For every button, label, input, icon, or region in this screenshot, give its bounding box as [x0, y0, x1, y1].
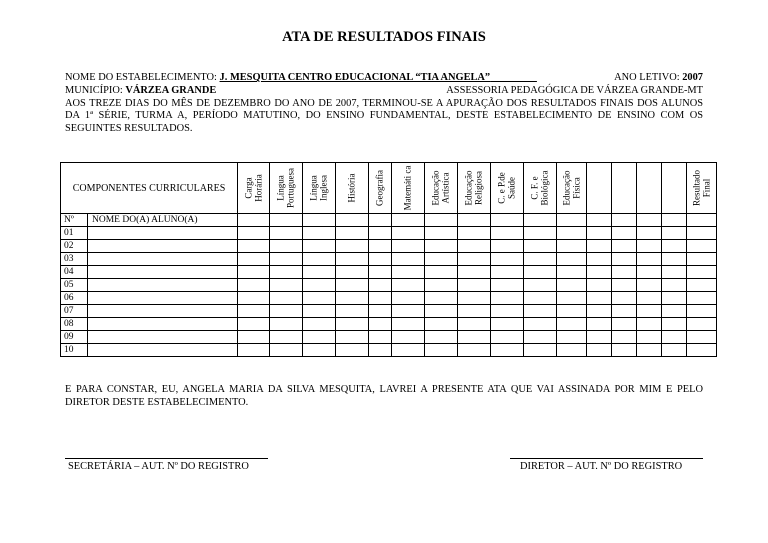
grade-cell	[392, 305, 425, 318]
grade-cell	[425, 240, 458, 253]
school-year-value: 2007	[682, 72, 703, 83]
grade-cell	[612, 266, 637, 279]
grade-cell	[612, 279, 637, 292]
student-name-cell	[88, 331, 238, 344]
grade-cell	[557, 214, 587, 227]
subject-label: C. F. e Biológica	[529, 170, 549, 206]
subject-label: Matemáti ca	[402, 165, 413, 211]
secretary-signature-line	[65, 458, 268, 459]
grade-cell	[587, 266, 612, 279]
grade-cell	[557, 253, 587, 266]
grade-cell	[392, 227, 425, 240]
student-name-header: NOME DO(A) ALUNO(A)	[88, 214, 238, 227]
grade-cell	[524, 292, 557, 305]
grade-cell	[662, 214, 687, 227]
grade-cell	[557, 292, 587, 305]
grade-cell	[270, 318, 303, 331]
grade-cell	[524, 331, 557, 344]
table-row	[61, 344, 717, 357]
grade-cell	[458, 344, 491, 357]
grade-cell	[425, 344, 458, 357]
grade-cell	[392, 344, 425, 357]
student-name-cell	[88, 318, 238, 331]
grade-cell	[491, 331, 524, 344]
grade-cell	[303, 318, 336, 331]
municipality-line	[65, 85, 703, 98]
subject-label: Língua Portuguesa	[275, 168, 295, 208]
student-name-cell	[88, 292, 238, 305]
grade-cell	[336, 344, 369, 357]
grade-cell	[557, 305, 587, 318]
components-label: COMPONENTES CURRICULARES	[61, 163, 238, 214]
grade-cell	[612, 318, 637, 331]
row-number: 07	[61, 305, 88, 318]
subjects-header-row	[61, 163, 717, 214]
grade-cell	[458, 253, 491, 266]
grade-cell	[557, 331, 587, 344]
grade-cell	[336, 240, 369, 253]
grade-cell	[369, 292, 392, 305]
grade-cell	[425, 266, 458, 279]
grade-cell	[238, 331, 270, 344]
grade-cell	[238, 266, 270, 279]
subject-header	[458, 163, 491, 214]
municipality-label: MUNICÍPIO:	[65, 84, 126, 96]
grade-cell	[587, 227, 612, 240]
grade-cell	[612, 344, 637, 357]
grade-cell	[687, 253, 717, 266]
subject-label: Carga Horária	[243, 174, 263, 202]
establishment-underline-fill	[490, 72, 537, 83]
grade-cell	[687, 279, 717, 292]
row-number: 05	[61, 279, 88, 292]
grade-cell	[662, 318, 687, 331]
grade-cell	[238, 253, 270, 266]
grade-cell	[557, 240, 587, 253]
students-header-row	[61, 214, 717, 227]
table-row	[61, 279, 717, 292]
grade-cell	[392, 292, 425, 305]
grade-cell	[491, 305, 524, 318]
grade-cell	[303, 240, 336, 253]
grade-cell	[662, 305, 687, 318]
grade-cell	[612, 253, 637, 266]
subject-header	[491, 163, 524, 214]
table-row	[61, 305, 717, 318]
grade-cell	[637, 344, 662, 357]
subject-header	[524, 163, 557, 214]
grade-cell	[687, 214, 717, 227]
grade-cell	[687, 331, 717, 344]
grade-cell	[392, 240, 425, 253]
grade-cell	[369, 331, 392, 344]
grade-cell	[270, 240, 303, 253]
director-signature-line	[510, 458, 703, 459]
grade-cell	[458, 279, 491, 292]
grade-cell	[587, 240, 612, 253]
grade-cell	[425, 318, 458, 331]
subject-header	[662, 163, 687, 214]
grade-cell	[336, 227, 369, 240]
grade-cell	[303, 214, 336, 227]
subject-label: Educação Religiosa	[463, 170, 483, 206]
grade-cell	[637, 331, 662, 344]
subject-header	[425, 163, 458, 214]
grade-cell	[270, 214, 303, 227]
grade-cell	[637, 305, 662, 318]
table-row	[61, 253, 717, 266]
grade-cell	[270, 227, 303, 240]
row-number: 06	[61, 292, 88, 305]
subject-header	[612, 163, 637, 214]
row-number: 04	[61, 266, 88, 279]
subject-header	[369, 163, 392, 214]
grade-cell	[687, 292, 717, 305]
grade-cell	[238, 292, 270, 305]
grade-cell	[524, 344, 557, 357]
grade-cell	[369, 279, 392, 292]
row-number: 09	[61, 331, 88, 344]
grade-cell	[491, 292, 524, 305]
grade-cell	[687, 344, 717, 357]
grade-cell	[587, 253, 612, 266]
grade-cell	[662, 266, 687, 279]
table-row	[61, 331, 717, 344]
subject-header	[303, 163, 336, 214]
document-title: ATA DE RESULTADOS FINAIS	[282, 29, 486, 45]
subject-header	[238, 163, 270, 214]
grade-cell	[369, 227, 392, 240]
grade-cell	[637, 279, 662, 292]
table-row	[61, 240, 717, 253]
grade-cell	[612, 305, 637, 318]
grade-cell	[369, 240, 392, 253]
student-name-cell	[88, 305, 238, 318]
grade-cell	[369, 253, 392, 266]
subject-header	[687, 163, 717, 214]
municipality-value: VÁRZEA GRANDE	[125, 84, 217, 96]
grade-cell	[557, 318, 587, 331]
grade-cell	[587, 344, 612, 357]
grade-cell	[612, 227, 637, 240]
grade-cell	[687, 266, 717, 279]
grade-cell	[369, 214, 392, 227]
grade-cell	[587, 214, 612, 227]
grade-cell	[238, 227, 270, 240]
grade-cell	[612, 240, 637, 253]
row-number: 02	[61, 240, 88, 253]
grade-cell	[336, 253, 369, 266]
subject-label: C. e P.de Saúde	[496, 172, 516, 204]
grade-cell	[425, 305, 458, 318]
subject-label: Resultado Final	[691, 170, 711, 206]
grade-cell	[336, 214, 369, 227]
grade-cell	[303, 253, 336, 266]
school-year	[614, 72, 703, 85]
table-row	[61, 318, 717, 331]
row-number: 08	[61, 318, 88, 331]
grade-cell	[524, 214, 557, 227]
grade-cell	[425, 214, 458, 227]
grade-cell	[458, 227, 491, 240]
student-name-cell	[88, 227, 238, 240]
number-header: Nº	[61, 214, 88, 227]
grade-cell	[270, 292, 303, 305]
subject-header	[637, 163, 662, 214]
grade-cell	[557, 279, 587, 292]
header-block	[65, 72, 703, 136]
establishment-label: NOME DO ESTABELECIMENTO:	[65, 72, 220, 83]
grade-cell	[524, 227, 557, 240]
grade-cell	[303, 344, 336, 357]
grade-cell	[491, 227, 524, 240]
grade-cell	[491, 344, 524, 357]
subject-header	[336, 163, 369, 214]
row-number: 10	[61, 344, 88, 357]
grade-cell	[238, 318, 270, 331]
grade-cell	[687, 240, 717, 253]
grade-cell	[425, 292, 458, 305]
grade-cell	[270, 331, 303, 344]
grade-cell	[662, 240, 687, 253]
grade-cell	[637, 253, 662, 266]
grade-cell	[612, 292, 637, 305]
grade-cell	[458, 214, 491, 227]
grade-cell	[662, 331, 687, 344]
grade-cell	[392, 318, 425, 331]
grade-cell	[524, 279, 557, 292]
grade-cell	[303, 331, 336, 344]
subject-label: Educação Física	[561, 170, 581, 206]
grade-cell	[336, 292, 369, 305]
subject-label: Educação Artística	[430, 170, 450, 206]
closing-paragraph: E PARA CONSTAR, EU, ANGELA MARIA DA SILVA MESQUITA, LAVREI A PRESENTE ATA QUE VAI ASSINADA POR MIM E PELO DIRETOR DESTE ESTABELECIMENTO.	[65, 384, 703, 408]
grade-cell	[491, 279, 524, 292]
establishment-name: J. MESQUITA CENTRO EDUCACIONAL “TIA ANGELA”	[219, 72, 491, 83]
grade-cell	[557, 227, 587, 240]
grade-cell	[336, 331, 369, 344]
grade-cell	[392, 279, 425, 292]
pedagogical-office: ASSESSORIA PEDAGÓGICA DE VÁRZEA GRANDE-MT	[446, 84, 703, 96]
subject-header	[587, 163, 612, 214]
results-table	[60, 162, 717, 357]
grade-cell	[336, 305, 369, 318]
grade-cell	[425, 253, 458, 266]
table-row	[61, 227, 717, 240]
grade-cell	[637, 266, 662, 279]
grade-cell	[270, 266, 303, 279]
grade-cell	[238, 240, 270, 253]
grade-cell	[270, 279, 303, 292]
school-year-label: ANO LETIVO:	[614, 72, 683, 83]
grade-cell	[303, 227, 336, 240]
grade-cell	[238, 214, 270, 227]
subject-header	[557, 163, 587, 214]
student-name-cell	[88, 253, 238, 266]
grade-cell	[612, 331, 637, 344]
grade-cell	[458, 318, 491, 331]
grade-cell	[524, 305, 557, 318]
grade-cell	[238, 344, 270, 357]
grade-cell	[637, 227, 662, 240]
subject-header	[392, 163, 425, 214]
grade-cell	[662, 279, 687, 292]
grade-cell	[303, 279, 336, 292]
grade-cell	[491, 318, 524, 331]
table-row	[61, 266, 717, 279]
subject-header	[270, 163, 303, 214]
grade-cell	[491, 253, 524, 266]
grade-cell	[303, 305, 336, 318]
grade-cell	[336, 279, 369, 292]
grade-cell	[662, 292, 687, 305]
grade-cell	[392, 253, 425, 266]
grade-cell	[392, 331, 425, 344]
grade-cell	[425, 227, 458, 240]
grade-cell	[270, 253, 303, 266]
grade-cell	[369, 344, 392, 357]
grade-cell	[238, 279, 270, 292]
grade-cell	[458, 292, 491, 305]
grade-cell	[587, 292, 612, 305]
grade-cell	[587, 279, 612, 292]
grade-cell	[392, 266, 425, 279]
grade-cell	[612, 214, 637, 227]
grade-cell	[587, 331, 612, 344]
grade-cell	[491, 214, 524, 227]
secretary-signature-label: SECRETÁRIA – AUT. Nº DO REGISTRO	[68, 461, 249, 472]
grade-cell	[524, 240, 557, 253]
grade-cell	[637, 240, 662, 253]
grade-cell	[458, 240, 491, 253]
subject-label: História	[346, 173, 357, 203]
grade-cell	[587, 318, 612, 331]
row-number: 03	[61, 253, 88, 266]
student-name-cell	[88, 279, 238, 292]
grade-cell	[524, 318, 557, 331]
table-row	[61, 292, 717, 305]
grade-cell	[336, 318, 369, 331]
grade-cell	[369, 305, 392, 318]
grade-cell	[458, 331, 491, 344]
intro-paragraph: AOS TREZE DIAS DO MÊS DE DEZEMBRO DO ANO DE 2007, TERMINOU-SE A APURAÇÃO DOS RESULTADOS FINAIS DOS ALUNOS DA 1ª SÉRIE, TURMA A, PERÍODO MATUTINO, DO ENSINO FUNDAMENTAL, DESTE ESTABELECIMENTO DE ENSINO COM OS SEGUINTES RESULTADOS.	[65, 97, 703, 135]
grade-cell	[557, 344, 587, 357]
grade-cell	[491, 240, 524, 253]
director-signature-label: DIRETOR – AUT. Nº DO REGISTRO	[520, 461, 683, 472]
grade-cell	[524, 253, 557, 266]
grade-cell	[238, 305, 270, 318]
subject-label: Língua Inglesa	[308, 175, 328, 201]
student-name-cell	[88, 266, 238, 279]
grade-cell	[369, 266, 392, 279]
student-name-cell	[88, 240, 238, 253]
grade-cell	[458, 305, 491, 318]
grade-cell	[458, 266, 491, 279]
grade-cell	[369, 318, 392, 331]
grade-cell	[270, 344, 303, 357]
grade-cell	[637, 318, 662, 331]
grade-cell	[662, 344, 687, 357]
grade-cell	[524, 266, 557, 279]
grade-cell	[425, 279, 458, 292]
grade-cell	[491, 266, 524, 279]
grade-cell	[687, 227, 717, 240]
subject-label: Geografia	[374, 170, 385, 206]
grade-cell	[637, 214, 662, 227]
grade-cell	[392, 214, 425, 227]
grade-cell	[662, 227, 687, 240]
establishment-line	[65, 72, 703, 85]
grade-cell	[687, 305, 717, 318]
grade-cell	[336, 266, 369, 279]
grade-cell	[557, 266, 587, 279]
grade-cell	[425, 331, 458, 344]
grade-cell	[303, 266, 336, 279]
student-name-cell	[88, 344, 238, 357]
grade-cell	[637, 292, 662, 305]
grade-cell	[303, 292, 336, 305]
grade-cell	[587, 305, 612, 318]
grade-cell	[662, 253, 687, 266]
grade-cell	[270, 305, 303, 318]
grade-cell	[687, 318, 717, 331]
row-number: 01	[61, 227, 88, 240]
